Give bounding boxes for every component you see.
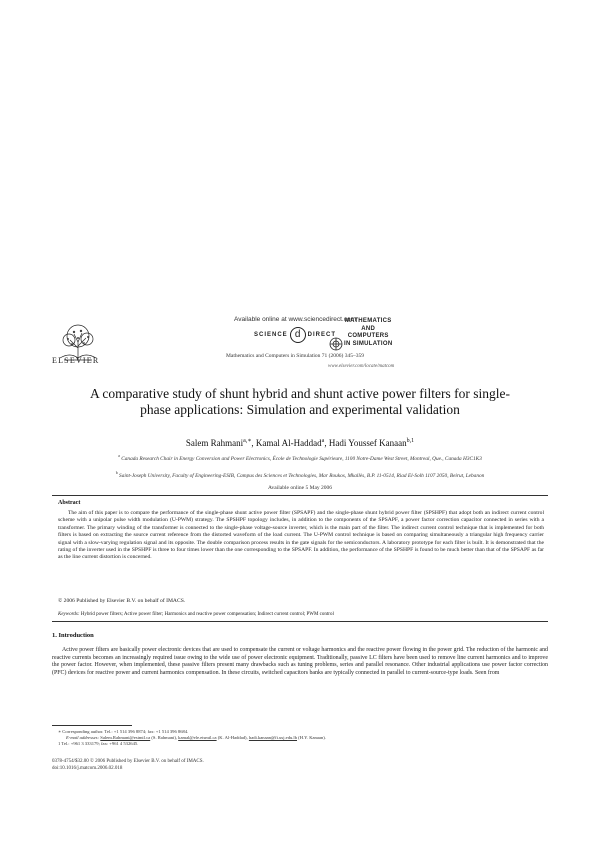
keywords-label: Keywords: — [58, 612, 80, 617]
mcs-journal-title — [344, 318, 392, 348]
footnote-phone: 1 Tel.: +961 3 333179; fax: +961 4 532645. — [58, 741, 139, 746]
issn-line: 0378-4754/$32.00 © 2006 Published by Elsevier B.V. on behalf of IMACS. — [52, 759, 204, 764]
author-name: Kamal Al-Haddad — [255, 438, 322, 448]
author-name: Hadi Youssef Kanaan — [328, 438, 407, 448]
author-sup: a,∗ — [243, 438, 252, 444]
sd-symbol-icon: d — [290, 327, 306, 343]
mcs-line-4: IN SIMULATION — [344, 340, 393, 347]
author-name: Salem Rahmani — [185, 438, 244, 448]
keywords-line — [58, 612, 334, 617]
email-owner: (S. Rahmani), — [151, 735, 178, 740]
available-online-line[interactable]: Available online at www.sciencedirect.com — [234, 316, 356, 323]
abstract-heading: Abstract — [58, 500, 81, 506]
publisher-wordmark: ELSEVIER — [52, 356, 100, 365]
author-sup: a — [321, 438, 325, 444]
email-link[interactable]: hadi.kanaan@fi.usj.edu.lb — [248, 735, 298, 740]
footnote-divider — [52, 725, 132, 726]
author-sup: b,1 — [406, 438, 415, 444]
abstract-text: The aim of this paper is to compare the performance of the single-phase shunt active power filter (SPSAPF) and the single-phase shunt hybrid power filter (SPSHPF) that adopt both an indirect current control scheme with a unipolar pulse width modulation (U-PWM) strategy. The SPSHPF topology includes, in addition to the components of the SPSAPF, a power factor correction capacitor connected in series with a transformer. The primary winding of the transformer is connected to the single-phase voltage-source inverter, which is the main part of the filter. The indirect current control technique that is implemented for both filters is based on extracting the source current reference from the distorted waveform of the load current. The U-PWM control technique is based on comparing simultaneously a triangular high frequency carrier signal with a slow-varying regulation signal and its opposite. The double comparison process results in the gate signals for the semiconductors. A laboratory prototype for each filter is built. It is demonstrated that the rating of the inverter used in the SPSHPF is three to four times lower than the one corresponding to the SPSAPF. In addition, the performance of the SPSHPF is found to be much better than that of the SPSAPF as far as the line current distortion is concerned. — [58, 510, 544, 561]
available-online-date: Available online 5 May 2006 — [267, 485, 333, 491]
journal-citation: Mathematics and Computers in Simulation 71 (2006) 345–359 — [226, 353, 364, 359]
email-link[interactable]: kamal@ele.etsmtl.ca — [178, 735, 217, 740]
journal-url-link[interactable]: www.elsevier.com/locate/matcom — [328, 364, 395, 369]
affiliation-b: $^b$ Saint-Joseph University, Faculty of Engineering-ESIB, Campus des Sciences et Technologies, Mar Roukos, Mkallès, B.P. 11-0514, Riad El-Solh 1107 2050, Beirut, Lebanon — [115, 470, 485, 479]
affiliation-b-text: Saint-Joseph University, Faculty of Engineering-ESIB, Campus des Sciences et Technologies, Mar Roukos, Mkallès, B.P. 11-0514, Riad El-Solh 1107 2050, Beirut, Lebanon — [119, 472, 485, 479]
section-heading: 1. Introduction — [52, 632, 94, 639]
email-owner: (K. Al-Haddad), — [217, 735, 248, 740]
abstract-copyright: © 2006 Published by Elsevier B.V. on behalf of IMACS. — [58, 598, 186, 604]
affiliation-a: $^a$ Canada Research Chair in Energy Conversion and Power Electronics, École de Technologie Supérieure, 1100 Notre-Dame West Street, Montreal, Que., Canada H3C1K3 — [118, 453, 482, 462]
sd-right-word: DIRECT — [307, 332, 336, 338]
affiliation-a-text: Canada Research Chair in Energy Conversion and Power Electronics, École de Technologie Supérieure, 1100 Notre-Dame West Street, Montreal, Que., Canada H3C1K3 — [121, 455, 482, 462]
mcs-line-1: MATHEMATICS — [344, 318, 392, 324]
email-link[interactable]: Salem.Rahmani@estmtl.ca — [100, 735, 151, 740]
divider — [52, 495, 548, 496]
sd-left-word: SCIENCE — [253, 332, 288, 338]
doi-link[interactable]: doi:10.1016/j.matcom.2006.02.018 — [52, 766, 123, 771]
footnote-corresponding: ∗ Corresponding author. Tel.: +1 514 396 8874; fax: +1 514 396 8684. — [58, 729, 189, 734]
email-label: E-mail addresses: — [66, 735, 100, 740]
introduction-text: Active power filters are basically power electronic devices that are used to compensate the current or voltage harmonics and the reactive power flowing in the power grid. The reduction of the harmonic and reactive currents becomes an increasingly required issue owing to the wide use of power electronic equipment. Traditionally, passive LC filters have been used to remove line current harmonics and to improve the power factor. However, when implemented, these passive filters present many drawbacks such as tuning problems, series and parallel resonance. Other industrial applications use power factor correction (PFC) devices for reactive power and current harmonics compensation. In these circuits, switched capacitors banks are typically connected in parallel to current-source-type loads. Seen from — [52, 647, 548, 676]
journal-header — [52, 316, 552, 372]
email-owner: (H.Y. Kanaan). — [298, 735, 326, 740]
author-list: Salem Rahmani$^{a,∗}$, Kamal Al-Haddad$^a$, Hadi Youssef Kanaan$^{b,1}$ — [185, 438, 415, 448]
mcs-line-3: COMPUTERS — [347, 333, 389, 339]
mcs-line-2: AND — [361, 325, 376, 332]
divider — [52, 621, 548, 622]
paper-title: A comparative study of shunt hybrid and shunt active power filters for single-phase applications: Simulation and experimental validation — [90, 386, 510, 417]
keywords-text: Hybrid power filters; Active power filter; Harmonics and reactive power compensation; Indirect current control; PWM control — [80, 612, 334, 617]
